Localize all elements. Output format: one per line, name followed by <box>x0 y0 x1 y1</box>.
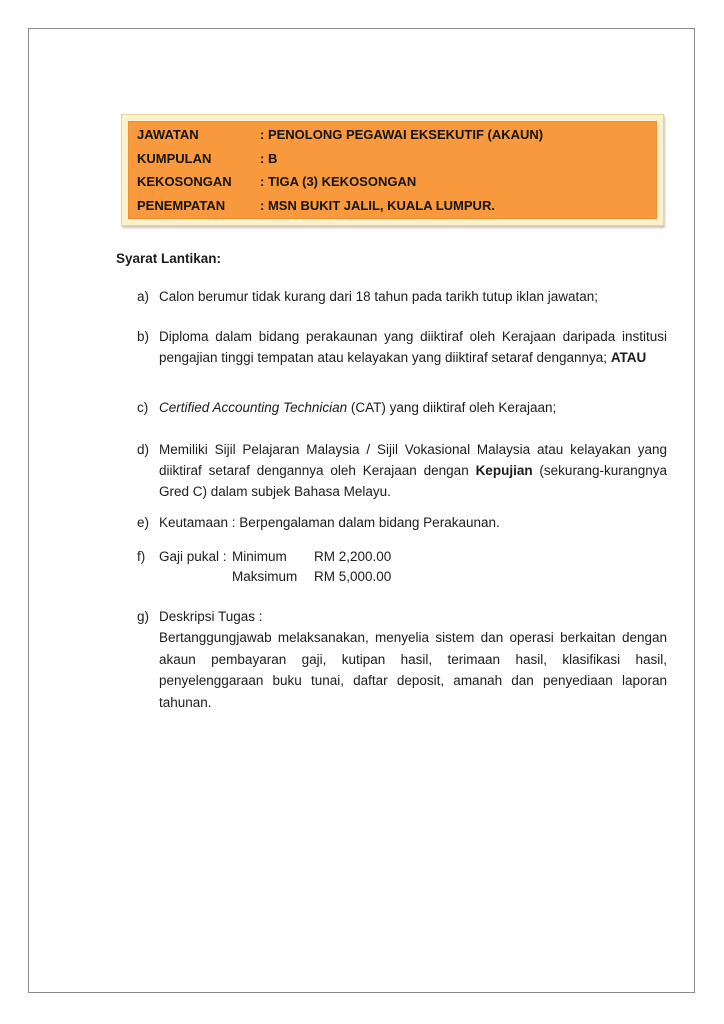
summary-row-penempatan <box>137 198 652 213</box>
requirement-item-d <box>137 439 667 502</box>
summary-row-kekosongan <box>137 174 652 189</box>
item-text-run: (sekurang-kurangnya Gred C) dalam subjek Bahasa Melayu. <box>159 463 667 499</box>
item-marker: g) <box>137 609 150 624</box>
item-text <box>159 439 667 502</box>
task-title: Deskripsi Tugas : <box>159 609 263 624</box>
summary-label: PENEMPATAN <box>137 197 226 213</box>
item-marker: a) <box>137 289 150 304</box>
salary-row-maksimum <box>232 567 667 587</box>
item-text-run: Diploma dalam bidang perakaunan yang diiktiraf oleh Kerajaan daripada institusi pengajian tinggi tempatan atau kelayakan yang diiktiraf setaraf dengannya; <box>159 329 667 365</box>
requirement-item-e <box>137 512 667 533</box>
item-text <box>159 606 667 713</box>
item-text <box>159 326 667 368</box>
task-body: Bertanggungjawab melaksanakan, menyelia sistem dan operasi berkaitan dengan akaun pembayaran gaji, kutipan hasil, terimaan hasil, klasifikasi hasil, penyelenggaraan buku tunai, daftar deposit, amanah dan penyediaan laporan tahunan. <box>159 630 667 710</box>
item-text: Calon berumur tidak kurang dari 18 tahun pada tarikh tutup iklan jawatan; <box>159 289 599 304</box>
salary-name: Minimum <box>232 549 287 564</box>
item-text-italic: Certified Accounting Technician <box>159 400 348 415</box>
salary-amount: RM 2,200.00 <box>314 549 392 564</box>
summary-row-jawatan <box>137 127 652 142</box>
item-text-run: Memiliki Sijil Pelajaran Malaysia / Sijil Vokasional Malaysia atau kelayakan yang diiktiraf setaraf dengannya oleh Kerajaan dengan <box>159 442 667 478</box>
summary-value: : MSN BUKIT JALIL, KUALA LUMPUR. <box>260 197 495 213</box>
salary-label: Gaji pukal : <box>159 549 227 564</box>
summary-label: KUMPULAN <box>137 150 212 166</box>
item-marker: e) <box>137 515 150 530</box>
section-title: Syarat Lantikan: <box>116 251 222 266</box>
summary-value: : PENOLONG PEGAWAI EKSEKUTIF (AKAUN) <box>260 127 544 143</box>
item-marker: c) <box>137 400 149 415</box>
item-marker: d) <box>137 442 150 457</box>
page-border <box>28 28 695 993</box>
item-text: Keutamaan : Berpengalaman dalam bidang Perakaunan. <box>159 515 500 530</box>
job-summary-box <box>121 114 664 226</box>
salary-amount: RM 5,000.00 <box>314 568 392 584</box>
requirement-item-f <box>137 547 667 586</box>
requirement-item-a <box>137 286 667 307</box>
item-text-bold: ATAU <box>610 350 647 365</box>
salary-name: Maksimum <box>232 568 298 584</box>
requirement-item-b <box>137 326 667 368</box>
job-summary-fill <box>128 121 657 219</box>
requirement-item-c <box>137 397 667 418</box>
summary-label: KEKOSONGAN <box>137 174 232 190</box>
summary-row-kumpulan <box>137 151 652 166</box>
item-text <box>159 547 667 586</box>
item-text-bold: Kepujian <box>475 463 533 478</box>
summary-label: JAWATAN <box>137 127 199 143</box>
summary-value: : TIGA (3) KEKOSONGAN <box>260 174 417 190</box>
item-text-run: (CAT) yang diiktiraf oleh Kerajaan; <box>347 400 557 415</box>
item-marker: f) <box>137 549 146 564</box>
salary-content <box>159 547 667 586</box>
item-text <box>159 397 667 418</box>
salary-table <box>232 547 667 586</box>
item-marker: b) <box>137 329 150 344</box>
requirement-item-g <box>137 606 667 713</box>
summary-value: : B <box>260 150 278 166</box>
salary-row-minimum <box>232 547 667 567</box>
